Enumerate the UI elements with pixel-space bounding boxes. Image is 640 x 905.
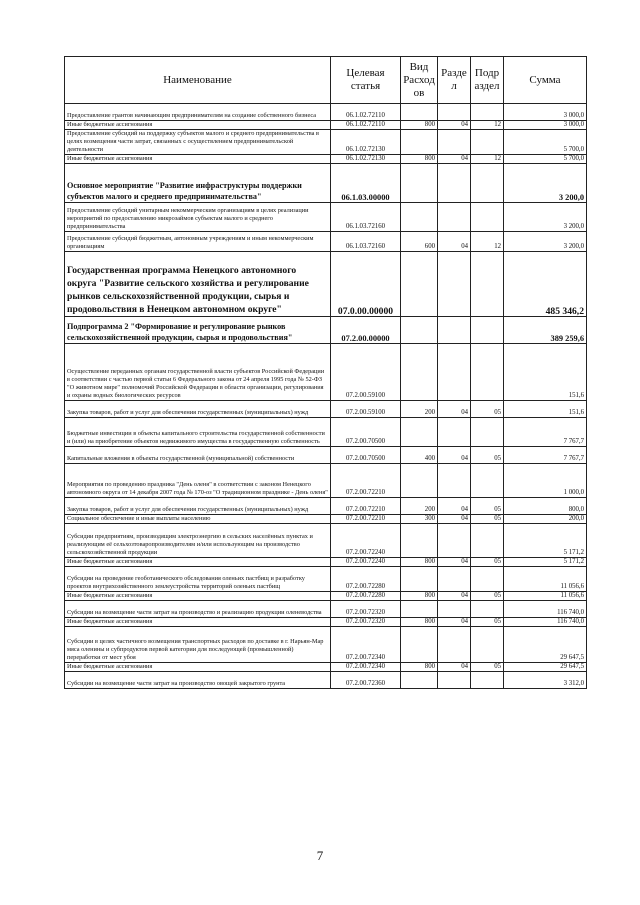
- table-row: [65, 618, 587, 627]
- row-sum-cell: 485 346,2: [504, 252, 587, 317]
- row-name-cell: Иные бюджетные ассигнования: [65, 618, 331, 627]
- row-name-cell: Субсидии предприятиям, производящим электроэнергию в сельских населённых пунктах и реализующим её сельхозтоваропроизводителям и/или использующим на производство сельскохозяйственной продукции: [65, 524, 331, 558]
- row-section-cell: [438, 104, 471, 121]
- row-target-cell: 07.2.00.72210: [331, 515, 401, 524]
- row-expense-type-cell: 800: [401, 155, 438, 164]
- row-expense-type-cell: 800: [401, 618, 438, 627]
- row-target-cell: 07.2.00.72280: [331, 592, 401, 601]
- row-expense-type-cell: [401, 601, 438, 618]
- row-subsection-cell: 05: [471, 498, 504, 515]
- row-subsection-cell: 12: [471, 121, 504, 130]
- row-sum-cell: 116 740,0: [504, 618, 587, 627]
- table-row: [65, 418, 587, 447]
- row-expense-type-cell: [401, 567, 438, 592]
- row-target-cell: 07.2.00.70500: [331, 418, 401, 447]
- row-section-cell: [438, 418, 471, 447]
- table-row: [65, 601, 587, 618]
- row-section-cell: [438, 567, 471, 592]
- row-expense-type-cell: 600: [401, 232, 438, 252]
- row-sum-cell: 5 171,2: [504, 524, 587, 558]
- row-expense-type-cell: 800: [401, 592, 438, 601]
- row-subsection-cell: [471, 344, 504, 401]
- table-body: [65, 104, 587, 689]
- row-target-cell: 07.2.00.59100: [331, 401, 401, 418]
- table-row: [65, 203, 587, 232]
- row-expense-type-cell: [401, 203, 438, 232]
- row-sum-cell: 5 171,2: [504, 558, 587, 567]
- row-target-cell: 07.2.00.70500: [331, 447, 401, 464]
- row-sum-cell: 389 259,6: [504, 317, 587, 344]
- row-name-cell: Предоставление грантов начинающим предпринимателям на создание собственного бизнеса: [65, 104, 331, 121]
- row-name-cell: Мероприятия по проведению праздника "День оленя" в соответствии с законом Ненецкого автономного округа от 14 декабря 2007 года № 170-оз "О традиционном празднике - День оленя": [65, 464, 331, 498]
- row-subsection-cell: 05: [471, 515, 504, 524]
- row-expense-type-cell: [401, 627, 438, 663]
- table-row: [65, 663, 587, 672]
- row-expense-type-cell: [401, 524, 438, 558]
- header-subsection: Подр аздел: [471, 57, 504, 104]
- row-subsection-cell: [471, 130, 504, 155]
- row-subsection-cell: 05: [471, 401, 504, 418]
- row-name-cell: Субсидии на проведение геоботанического обследования оленьих пастбищ и разработку проектов внутрихозяйственного землеустройства территорий оленьих пастбищ: [65, 567, 331, 592]
- table-row: [65, 104, 587, 121]
- row-section-cell: 04: [438, 121, 471, 130]
- row-target-cell: 07.2.00.72360: [331, 672, 401, 689]
- row-expense-type-cell: [401, 672, 438, 689]
- row-target-cell: 07.2.00.72340: [331, 663, 401, 672]
- row-sum-cell: 29 647,5: [504, 627, 587, 663]
- row-expense-type-cell: [401, 130, 438, 155]
- row-expense-type-cell: 800: [401, 663, 438, 672]
- row-section-cell: [438, 464, 471, 498]
- row-name-cell: Иные бюджетные ассигнования: [65, 558, 331, 567]
- row-section-cell: [438, 672, 471, 689]
- row-section-cell: 04: [438, 232, 471, 252]
- row-section-cell: [438, 164, 471, 203]
- row-target-cell: 06.1.03.00000: [331, 164, 401, 203]
- row-name-cell: Субсидии на возмещение части затрат на производство и реализацию продукции оленеводства: [65, 601, 331, 618]
- row-section-cell: [438, 317, 471, 344]
- table-row: [65, 447, 587, 464]
- row-subsection-cell: [471, 627, 504, 663]
- row-subsection-cell: [471, 104, 504, 121]
- header-expense-type: Вид Расход ов: [401, 57, 438, 104]
- row-target-cell: 07.0.00.00000: [331, 252, 401, 317]
- row-subsection-cell: [471, 203, 504, 232]
- row-section-cell: [438, 130, 471, 155]
- table-row: [65, 524, 587, 558]
- row-name-cell: Государственная программа Ненецкого автономного округа "Развитие сельского хозяйства и регулирование рынков сельскохозяйственной продукции, сырья и продовольствия в Ненецком автономном округе": [65, 252, 331, 317]
- row-expense-type-cell: [401, 344, 438, 401]
- header-target-article: Целевая статья: [331, 57, 401, 104]
- row-sum-cell: 5 700,0: [504, 155, 587, 164]
- row-name-cell: Социальное обеспечение и иные выплаты населению: [65, 515, 331, 524]
- row-section-cell: [438, 203, 471, 232]
- row-sum-cell: 3 200,0: [504, 164, 587, 203]
- row-sum-cell: 3 200,0: [504, 232, 587, 252]
- row-target-cell: 06.1.02.72110: [331, 121, 401, 130]
- row-section-cell: [438, 252, 471, 317]
- row-sum-cell: 7 767,7: [504, 418, 587, 447]
- budget-table: [64, 56, 587, 689]
- row-sum-cell: 3 200,0: [504, 203, 587, 232]
- row-subsection-cell: [471, 672, 504, 689]
- row-name-cell: Подпрограмма 2 "Формирование и регулирование рынков сельскохозяйственной продукции, сырья и продовольствия": [65, 317, 331, 344]
- row-name-cell: Закупка товаров, работ и услуг для обеспечения государственных (муниципальных) нужд: [65, 498, 331, 515]
- row-target-cell: 07.2.00.72320: [331, 601, 401, 618]
- row-section-cell: [438, 344, 471, 401]
- table-row: [65, 232, 587, 252]
- row-name-cell: Иные бюджетные ассигнования: [65, 155, 331, 164]
- table-row: [65, 627, 587, 663]
- row-section-cell: [438, 601, 471, 618]
- row-subsection-cell: [471, 252, 504, 317]
- table-row: [65, 567, 587, 592]
- table-row: [65, 344, 587, 401]
- table-row: [65, 317, 587, 344]
- row-expense-type-cell: [401, 464, 438, 498]
- row-name-cell: Предоставление субсидий унитарным некоммерческим организациям в целях реализации мероприятий по предоставлению микрозаймов субъектам малого и среднего предпринимательства: [65, 203, 331, 232]
- row-name-cell: Иные бюджетные ассигнования: [65, 663, 331, 672]
- row-sum-cell: 5 700,0: [504, 130, 587, 155]
- row-target-cell: 07.2.00.72240: [331, 558, 401, 567]
- row-subsection-cell: 12: [471, 155, 504, 164]
- row-target-cell: 07.2.00.72210: [331, 464, 401, 498]
- row-subsection-cell: 12: [471, 232, 504, 252]
- table-row: [65, 672, 587, 689]
- row-expense-type-cell: [401, 252, 438, 317]
- row-target-cell: 07.2.00.72320: [331, 618, 401, 627]
- row-section-cell: 04: [438, 515, 471, 524]
- row-sum-cell: 11 056,6: [504, 592, 587, 601]
- row-sum-cell: 800,0: [504, 498, 587, 515]
- header-name: Наименование: [65, 57, 331, 104]
- header-sum: Сумма: [504, 57, 587, 104]
- row-section-cell: 04: [438, 558, 471, 567]
- row-subsection-cell: 05: [471, 618, 504, 627]
- row-section-cell: 04: [438, 618, 471, 627]
- table-header-row: [65, 57, 587, 104]
- row-section-cell: 04: [438, 401, 471, 418]
- header-section: Разде л: [438, 57, 471, 104]
- row-name-cell: Предоставление субсидий на поддержку субъектов малого и среднего предпринимательства в целях возмещения части затрат, связанных с осуществлением предпринимательской деятельности: [65, 130, 331, 155]
- row-subsection-cell: [471, 418, 504, 447]
- row-subsection-cell: 05: [471, 558, 504, 567]
- row-section-cell: 04: [438, 447, 471, 464]
- row-section-cell: [438, 524, 471, 558]
- table-row: [65, 498, 587, 515]
- row-subsection-cell: 05: [471, 663, 504, 672]
- row-name-cell: Бюджетные инвестиции в объекты капитального строительства государственной собственности и (или) на приобретение объектов недвижимого имущества в государственную собственность: [65, 418, 331, 447]
- row-section-cell: 04: [438, 592, 471, 601]
- row-target-cell: 07.2.00.72240: [331, 524, 401, 558]
- row-target-cell: 07.2.00.72280: [331, 567, 401, 592]
- row-subsection-cell: 05: [471, 592, 504, 601]
- row-expense-type-cell: 200: [401, 498, 438, 515]
- table-row: [65, 155, 587, 164]
- row-expense-type-cell: 400: [401, 447, 438, 464]
- row-expense-type-cell: [401, 164, 438, 203]
- row-name-cell: Субсидии на возмещение части затрат на производство овощей закрытого грунта: [65, 672, 331, 689]
- row-target-cell: 07.2.00.72210: [331, 498, 401, 515]
- row-subsection-cell: [471, 567, 504, 592]
- row-target-cell: 06.1.02.72110: [331, 104, 401, 121]
- row-target-cell: 06.1.03.72160: [331, 232, 401, 252]
- row-name-cell: Осуществление переданных органам государственной власти субъектов Российской Федерации в соответствии с частью первой статьи 6 Федерального закона от 24 апреля 1995 года № 52-ФЗ "О животном мире" полномочий Российской Федерации в области организации, регулирования и охраны водных биологических ресурсов: [65, 344, 331, 401]
- table-row: [65, 164, 587, 203]
- row-target-cell: 07.2.00.00000: [331, 317, 401, 344]
- row-name-cell: Иные бюджетные ассигнования: [65, 121, 331, 130]
- row-expense-type-cell: 800: [401, 558, 438, 567]
- row-name-cell: Иные бюджетные ассигнования: [65, 592, 331, 601]
- table-row: [65, 515, 587, 524]
- row-expense-type-cell: 300: [401, 515, 438, 524]
- budget-page: [64, 56, 586, 689]
- row-target-cell: 06.1.02.72130: [331, 130, 401, 155]
- table-row: [65, 121, 587, 130]
- row-expense-type-cell: 200: [401, 401, 438, 418]
- row-target-cell: 07.2.00.59100: [331, 344, 401, 401]
- row-expense-type-cell: [401, 317, 438, 344]
- page-number: 7: [316, 848, 324, 863]
- table-row: [65, 558, 587, 567]
- row-sum-cell: 3 000,0: [504, 121, 587, 130]
- row-expense-type-cell: [401, 418, 438, 447]
- table-row: [65, 252, 587, 317]
- row-subsection-cell: 05: [471, 447, 504, 464]
- row-sum-cell: 29 647,5: [504, 663, 587, 672]
- row-sum-cell: 151,6: [504, 344, 587, 401]
- row-section-cell: 04: [438, 663, 471, 672]
- row-subsection-cell: [471, 164, 504, 203]
- row-name-cell: Основное мероприятие "Развитие инфраструктуры поддержки субъектов малого и среднего предпринимательства": [65, 164, 331, 203]
- row-section-cell: 04: [438, 498, 471, 515]
- row-sum-cell: 1 000,0: [504, 464, 587, 498]
- row-name-cell: Капитальные вложения в объекты государственной (муниципальной) собственности: [65, 447, 331, 464]
- row-subsection-cell: [471, 524, 504, 558]
- row-sum-cell: 200,0: [504, 515, 587, 524]
- row-target-cell: 06.1.03.72160: [331, 203, 401, 232]
- row-subsection-cell: [471, 601, 504, 618]
- row-target-cell: 06.1.02.72130: [331, 155, 401, 164]
- row-expense-type-cell: [401, 104, 438, 121]
- row-sum-cell: 3 000,0: [504, 104, 587, 121]
- row-section-cell: 04: [438, 155, 471, 164]
- row-expense-type-cell: 800: [401, 121, 438, 130]
- row-name-cell: Субсидии в целях частичного возмещения транспортных расходов по доставке в г. Нарьян-Мар мяса оленины и субпродуктов первой категории для последующей (промышленной) переработки от мест убоя: [65, 627, 331, 663]
- row-subsection-cell: [471, 317, 504, 344]
- table-row: [65, 130, 587, 155]
- row-target-cell: 07.2.00.72340: [331, 627, 401, 663]
- row-name-cell: Закупка товаров, работ и услуг для обеспечения государственных (муниципальных) нужд: [65, 401, 331, 418]
- table-row: [65, 464, 587, 498]
- table-row: [65, 592, 587, 601]
- table-row: [65, 401, 587, 418]
- row-sum-cell: 11 056,6: [504, 567, 587, 592]
- row-sum-cell: 116 740,0: [504, 601, 587, 618]
- row-name-cell: Предоставление субсидий бюджетным, автономным учреждениям и иным некоммерческим организациям: [65, 232, 331, 252]
- row-section-cell: [438, 627, 471, 663]
- row-subsection-cell: [471, 464, 504, 498]
- row-sum-cell: 151,6: [504, 401, 587, 418]
- row-sum-cell: 7 767,7: [504, 447, 587, 464]
- row-sum-cell: 3 312,0: [504, 672, 587, 689]
